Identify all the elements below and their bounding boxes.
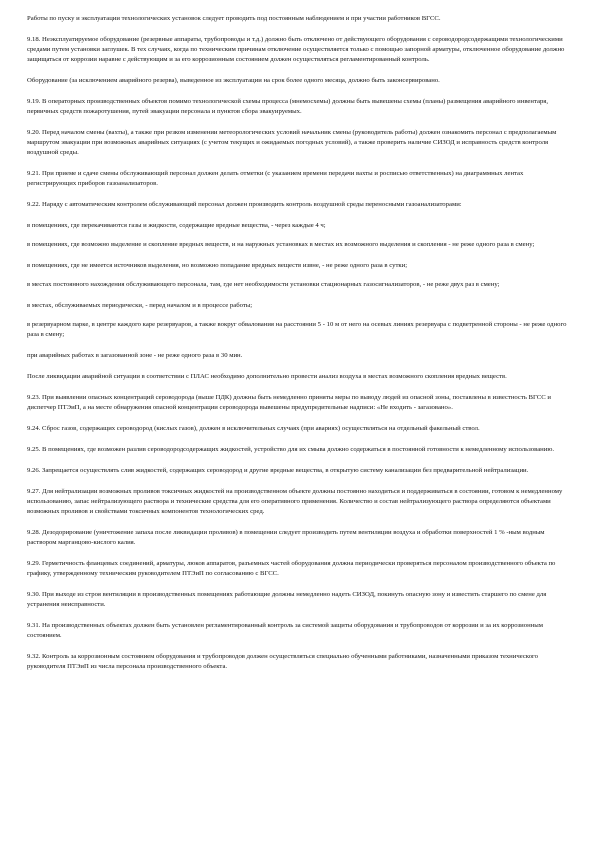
paragraph-9-27: 9.27. Для нейтрализации возможных проливов токсичных жидкостей на производственном объекте должны постоянно находиться и поддерживаться в состоянии, готовом к немедленному использованию, запас нейтрализующего раствора и технические средства для его оперативного применения. Количество и состав нейтрализующего раствора определяются объектами возможных проливов и свойствами токсичных компонентов технологических сред. (27, 488, 563, 515)
list-item-emission-rooms: в помещениях, где возможно выделение и скопление вредных веществ, и на наружных установках в местах их возможного выделения и скопления - не реже одного раза в смену; (27, 241, 535, 248)
list-item-tank-farm: в резервуарном парке, в центре каждого каре резервуаров, а также вокруг обвалования на расстоянии 5 - 10 м от него на осевых линиях резервуара с подветренной стороны - не реже одного раза в смену; (27, 321, 567, 338)
paragraph-9-19: 9.19. В операторных производственных объектов помимо технологической схемы процесса (мнемосхемы) должны быть вывешены схемы (планы) размещения аварийного инвентаря, первичных средств пожаротушения, путей эвакуации персонала и пунктов сбора эвакуируемых. (27, 98, 549, 115)
paragraph-9-21: 9.21. При приеме и сдаче смены обслуживающий персонал должен делать отметки (с указанием времени передачи вахты и росписью ответственных) на диаграммных лентах регистрирующих приборов газоанализаторов. (27, 170, 524, 187)
paragraph-9-24: 9.24. Сброс газов, содержащих сероводород (кислых газов), должен в исключительных случаях (при авариях) осуществляться на отдельный факельный ствол. (27, 425, 480, 432)
paragraph-9-25: 9.25. В помещениях, где возможен разлив сероводородсодержащих жидкостей, устройство для их смыва должно содержаться в постоянной готовности к немедленному использованию. (27, 446, 554, 453)
list-item-periodic-areas: в местах, обслуживаемых периодически, - перед началом и в процессе работы; (27, 302, 253, 309)
paragraph-9-29: 9.29. Герметичность фланцевых соединений, арматуры, люков аппаратов, разъемных частей оборудования должна периодически проверяться персоналом производственного объекта по графику, утвержденному техническим руководителем ПТЭиП по согласованию с ВГСС. (27, 560, 556, 577)
paragraph-9-20: 9.20. Перед началом смены (вахты), а также при резком изменении метеорологических условий начальник смены (руководитель работы) должен ознакомить персонал с предполагаемым маршрутом эвакуации при возможных аварийных ситуациях (с учетом текущих и ожидаемых погодных условий), а также проверить наличие СИЗОД и исправность средств контроля воздушной среды. (27, 129, 557, 156)
paragraph-9-23: 9.23. При выявлении опасных концентраций сероводорода (выше ПДК) должны быть немедленно приняты меры по выводу людей из опасной зоны, поставлены в известность ВГСС и диспетчер ПТЭиП, а на месте обнаружения опасной концентрации сероводорода вывешены предупредительные надписи: «Не входить - загазовано». (27, 394, 551, 411)
list-item-external-ingress-rooms: в помещениях, где не имеется источников выделения, но возможно попадание вредных веществ извне, - не реже одного раза в сутки; (27, 262, 408, 269)
paragraph-after-emergency: После ликвидации аварийной ситуации в соответствии с ПЛАС необходимо дополнительно провести анализ воздуха в местах возможного скопления вредных веществ. (27, 373, 507, 380)
paragraph-9-22: 9.22. Наряду с автоматическим контролем обслуживающий персонал должен производить контроль воздушной среды переносными газоанализаторами: (27, 201, 462, 208)
paragraph-9-30: 9.30. При выходе из строя вентиляции в производственных помещениях работающие должны немедленно надеть СИЗОД, покинуть опасную зону и известить старшего по смене для устранения неисправности. (27, 591, 547, 608)
paragraph-9-32: 9.32. Контроль за коррозионным состоянием оборудования и трубопроводов должен осуществляться специально обученными работниками, назначенными приказом технического руководителя ПТЭиП из числа персонала производственного объекта. (27, 653, 538, 670)
paragraph-9-26: 9.26. Запрещается осуществлять слив жидкостей, содержащих сероводород и другие вредные вещества, в открытую систему канализации без предварительной нейтрализации. (27, 467, 529, 474)
list-item-gas-pumping-rooms: в помещениях, где перекачиваются газы и жидкости, содержащие вредные вещества, - через каждые 4 ч; (27, 222, 326, 229)
paragraph-9-18: 9.18. Неэксплуатируемое оборудование (резервные аппараты, трубопроводы и т.д.) должно быть отключено от действующего оборудования с сероводородсодержащими технологическими средами путем установки заглушек. В тех случаях, когда по техническим причинам отключение осуществляется только с помощью запорной арматуры, отключенное оборудование должно защищаться от коррозии наравне с действующим и за его коррозионным состоянием должен осуществляться регламентированный контроль. (27, 36, 565, 63)
document-page (27, 14, 567, 683)
list-item-permanent-personnel: в местах постоянного нахождения обслуживающего персонала, там, где нет необходимости установки стационарных газосигнализаторов, - не реже двух раз в смену; (27, 281, 500, 288)
list-item-emergency-works: при аварийных работах в загазованной зоне - не реже одного раза в 30 мин. (27, 352, 243, 359)
paragraph-9-31: 9.31. На производственных объектах должен быть установлен регламентированный контроль за системой защиты оборудования и трубопроводов от коррозии и за их коррозионным состоянием. (27, 622, 543, 639)
paragraph-intro: Работы по пуску и эксплуатации технологических установок следует проводить под постоянным наблюдением и при участии работников ВГСС. (27, 15, 441, 22)
paragraph-9-28: 9.28. Дезодорирование (уничтожение запаха после ликвидации проливов) в помещении следует производить путем вентиляции воздуха и обработки поверхностей 1 % -ным водным раствором марганцово-кислого калия. (27, 529, 545, 546)
paragraph-conservation: Оборудование (за исключением аварийного резерва), выведенное из эксплуатации на срок более одного месяца, должно быть законсервировано. (27, 77, 440, 84)
